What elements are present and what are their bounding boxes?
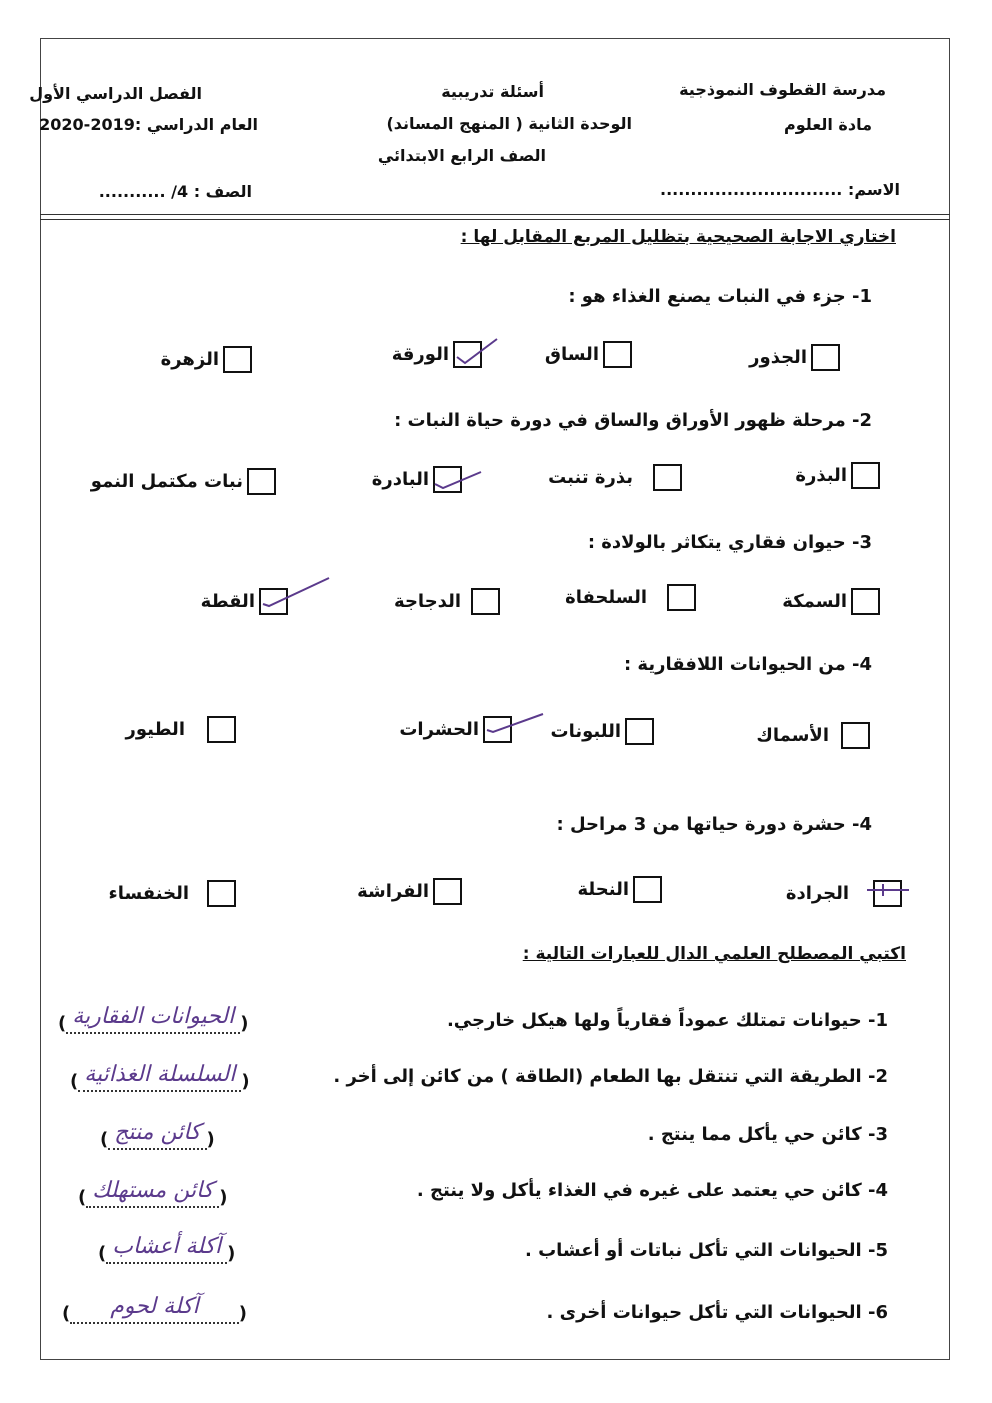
question-5: 4- حشرة دورة حياتها من 3 مراحل : bbox=[556, 814, 872, 835]
question-1: 1- جزء في النبات يصنع الغذاء هو : bbox=[568, 286, 872, 307]
subject-name: مادة العلوم bbox=[784, 115, 872, 134]
checkbox[interactable] bbox=[471, 588, 500, 615]
check-mark-icon bbox=[479, 708, 533, 748]
checkbox[interactable] bbox=[811, 344, 840, 371]
checkbox-checked[interactable] bbox=[483, 716, 512, 743]
checkbox[interactable] bbox=[851, 588, 880, 615]
checkbox-checked[interactable] bbox=[259, 588, 288, 615]
option-q3-c[interactable]: الدجاجة bbox=[394, 588, 500, 615]
checkbox[interactable] bbox=[625, 718, 654, 745]
definition-1: 1- حيوانات تمتلك عموداً فقارياً ولها هيكل خارجي. bbox=[446, 1010, 888, 1031]
answer-6[interactable]: ( آكلة لحوم ) bbox=[62, 1294, 248, 1324]
checkbox[interactable] bbox=[433, 878, 462, 905]
unit-title: الوحدة الثانية ( المنهج المساند) bbox=[386, 114, 632, 133]
checkbox[interactable] bbox=[667, 584, 696, 611]
answer-1[interactable]: ( الحيوانات الفقارية ) bbox=[58, 1004, 249, 1034]
section1-title: اختاري الاجابة الصحيحية بتظليل المربع المقابل لها : bbox=[460, 227, 896, 247]
option-q1-a[interactable]: الجذور bbox=[749, 344, 840, 371]
answer-4[interactable]: ( كائن مستهلك ) bbox=[78, 1178, 228, 1208]
option-q5-a[interactable]: الجرادة bbox=[786, 880, 902, 907]
checkbox[interactable] bbox=[851, 462, 880, 489]
checkbox[interactable] bbox=[207, 716, 236, 743]
option-q2-a[interactable]: البذرة bbox=[795, 462, 880, 489]
check-mark-icon bbox=[429, 458, 483, 498]
doc-title: أسئلة تدريبية bbox=[441, 82, 544, 101]
option-q3-d[interactable]: القطة bbox=[201, 588, 288, 615]
answer-2[interactable]: ( السلسلة الغذائية ) bbox=[70, 1062, 250, 1092]
option-q1-b[interactable]: الساق bbox=[545, 341, 632, 368]
checkbox[interactable] bbox=[841, 722, 870, 749]
option-q5-d[interactable]: الخنفساء bbox=[109, 880, 236, 907]
option-q1-d[interactable]: الزهرة bbox=[161, 346, 252, 373]
option-q3-a[interactable]: السمكة bbox=[782, 588, 880, 615]
question-4: 4- من الحيوانات اللافقارية : bbox=[623, 654, 872, 675]
check-mark-icon bbox=[255, 580, 309, 620]
checkbox[interactable] bbox=[207, 880, 236, 907]
checkbox-checked[interactable] bbox=[433, 466, 462, 493]
checkbox[interactable] bbox=[603, 341, 632, 368]
option-q3-b[interactable]: السلحفاة bbox=[565, 584, 696, 611]
option-q1-c[interactable]: الورقة bbox=[392, 341, 482, 368]
option-q2-d[interactable]: نبات مكتمل النمو bbox=[91, 468, 276, 495]
class-field[interactable]: الصف : 4/ ........... bbox=[98, 182, 252, 201]
checkbox-checked[interactable] bbox=[453, 341, 482, 368]
checkbox[interactable] bbox=[653, 464, 682, 491]
year-label: العام الدراسي :2019-2020 bbox=[39, 115, 258, 134]
option-q4-d[interactable]: الطيور bbox=[126, 716, 236, 743]
check-mark-icon bbox=[869, 872, 923, 912]
checkbox[interactable] bbox=[247, 468, 276, 495]
header-divider bbox=[40, 214, 950, 215]
option-q5-c[interactable]: الفراشة bbox=[357, 878, 462, 905]
definition-6: 6- الحيوانات التي تأكل حيوانات أخرى . bbox=[546, 1302, 888, 1323]
definition-3: 3- كائن حي يأكل مما ينتج . bbox=[647, 1124, 888, 1145]
checkbox-checked[interactable] bbox=[873, 880, 902, 907]
school-name: مدرسة القطوف النموذجية bbox=[679, 80, 886, 99]
option-q4-a[interactable]: الأسماك bbox=[756, 722, 870, 749]
question-3: 3- حيوان فقاري يتكاثر بالولادة : bbox=[587, 532, 872, 553]
checkbox[interactable] bbox=[223, 346, 252, 373]
option-q2-b[interactable]: بذرة تنبت bbox=[548, 464, 682, 491]
definition-4: 4- كائن حي يعتمد على غيره في الغذاء يأكل ولا ينتج . bbox=[416, 1180, 888, 1201]
check-mark-icon bbox=[449, 333, 503, 373]
option-q5-b[interactable]: النحلة bbox=[577, 876, 662, 903]
answer-3[interactable]: ( كائن منتج ) bbox=[100, 1120, 215, 1150]
checkbox[interactable] bbox=[633, 876, 662, 903]
definition-5: 5- الحيوانات التي تأكل نباتات أو أعشاب . bbox=[524, 1240, 888, 1261]
option-q4-c[interactable]: الحشرات bbox=[399, 716, 512, 743]
option-q4-b[interactable]: اللبونات bbox=[550, 718, 654, 745]
definition-2: 2- الطريقة التي تنتقل بها الطعام (الطاقة ) من كائن إلى أخر . bbox=[333, 1066, 888, 1087]
answer-5[interactable]: ( آكلة أعشاب ) bbox=[98, 1234, 236, 1264]
grade-title: الصف الرابع الابتدائي bbox=[377, 146, 546, 165]
section2-title: اكتبي المصطلح العلمي الدال للعبارات التالية : bbox=[522, 944, 906, 964]
name-field[interactable]: الاسم: .............................. bbox=[660, 180, 900, 199]
question-2: 2- مرحلة ظهور الأوراق والساق في دورة حياة النبات : bbox=[394, 410, 872, 431]
semester-label: الفصل الدراسي الأول bbox=[29, 84, 202, 103]
option-q2-c[interactable]: البادرة bbox=[372, 466, 462, 493]
header-divider-2 bbox=[40, 219, 950, 220]
